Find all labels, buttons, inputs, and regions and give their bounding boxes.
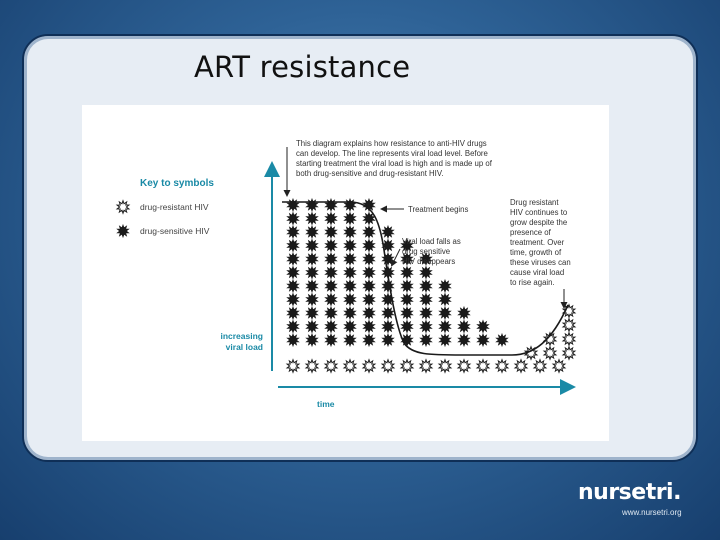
rise-note-line: HIV continues to <box>510 208 568 217</box>
drug-sensitive-virus <box>306 266 318 278</box>
drug-sensitive-virus <box>306 199 318 211</box>
rise-note-line: treatment. Over <box>510 238 565 247</box>
drug-resistant-virus <box>420 360 432 372</box>
drug-sensitive-virus <box>306 280 318 292</box>
rise-note-line: time, growth of <box>510 248 562 257</box>
drug-sensitive-virus <box>363 226 375 238</box>
drug-resistant-virus <box>496 360 508 372</box>
drug-resistant-virus <box>439 360 451 372</box>
drug-sensitive-virus <box>382 253 394 265</box>
drug-sensitive-virus <box>363 334 375 346</box>
diagram-canvas <box>82 105 609 441</box>
fall-note-line: HIV disappears <box>402 257 456 266</box>
drug-sensitive-virus <box>344 226 356 238</box>
drug-resistant-virus <box>553 360 565 372</box>
treatment-annotation <box>382 205 468 214</box>
drug-sensitive-virus <box>287 239 299 251</box>
intro-text <box>296 139 493 178</box>
rise-note-line: cause viral load <box>510 268 565 277</box>
brand-url: www.nursetri.org <box>622 508 682 517</box>
drug-resistant-virus <box>477 360 489 372</box>
drug-sensitive-virus <box>439 334 451 346</box>
drug-sensitive-virus <box>382 226 394 238</box>
drug-sensitive-virus <box>306 239 318 251</box>
y-axis-label: viral load <box>225 342 263 352</box>
drug-sensitive-virus <box>325 266 337 278</box>
drug-sensitive-virus <box>401 307 413 319</box>
drug-sensitive-virus <box>420 307 432 319</box>
nursetri-logo: nursetri. <box>578 480 681 505</box>
drug-sensitive-icon <box>117 225 129 237</box>
drug-sensitive-virus <box>287 320 299 332</box>
rise-note-line: presence of <box>510 228 551 237</box>
drug-sensitive-virus <box>363 266 375 278</box>
key-title: Key to symbols <box>140 178 214 189</box>
rise-annotation <box>510 198 571 307</box>
drug-sensitive-virus <box>458 334 470 346</box>
drug-sensitive-virus <box>306 226 318 238</box>
intro-line: starting treatment the viral load is high and is made up of <box>296 159 492 168</box>
drug-sensitive-virus <box>287 253 299 265</box>
drug-sensitive-virus <box>344 239 356 251</box>
drug-sensitive-virus <box>287 280 299 292</box>
drug-sensitive-virus <box>325 293 337 305</box>
drug-sensitive-virus <box>458 320 470 332</box>
drug-resistant-virus <box>458 360 470 372</box>
drug-sensitive-virus <box>306 334 318 346</box>
intro-line: both drug-sensitive and drug-resistant HIV. <box>296 169 444 178</box>
drug-sensitive-virus <box>344 334 356 346</box>
rise-note-line: grow despite the <box>510 218 568 227</box>
drug-sensitive-virus <box>287 334 299 346</box>
drug-resistant-virus <box>344 360 356 372</box>
diagram-figure <box>82 105 609 441</box>
drug-sensitive-virus <box>306 320 318 332</box>
drug-sensitive-virus <box>363 280 375 292</box>
drug-sensitive-icon <box>117 225 129 237</box>
slide-title: ART resistance <box>194 50 411 84</box>
drug-resistant-virus <box>287 360 299 372</box>
rise-note-line: to rise again. <box>510 278 555 287</box>
drug-sensitive-virus <box>401 280 413 292</box>
drug-sensitive-virus <box>287 226 299 238</box>
drug-sensitive-virus <box>382 320 394 332</box>
drug-sensitive-virus <box>287 199 299 211</box>
rise-note-line: these viruses can <box>510 258 571 267</box>
drug-sensitive-virus <box>420 334 432 346</box>
drug-sensitive-virus <box>382 307 394 319</box>
drug-sensitive-virus <box>287 212 299 224</box>
drug-resistant-virus <box>563 347 575 359</box>
drug-sensitive-virus <box>363 293 375 305</box>
drug-resistant-virus <box>544 347 556 359</box>
symbol-key <box>117 178 214 237</box>
drug-sensitive-virus <box>439 320 451 332</box>
drug-sensitive-virus <box>420 320 432 332</box>
drug-resistant-virus <box>563 319 575 331</box>
drug-sensitive-virus <box>344 212 356 224</box>
drug-sensitive-virus <box>439 293 451 305</box>
drug-resistant-virus <box>515 360 527 372</box>
drug-sensitive-virus <box>439 280 451 292</box>
treatment-note: Treatment begins <box>408 205 469 214</box>
drug-sensitive-virus <box>306 293 318 305</box>
drug-resistant-virus <box>363 360 375 372</box>
drug-sensitive-virus <box>325 253 337 265</box>
drug-sensitive-virus <box>363 307 375 319</box>
drug-resistant-virus <box>306 360 318 372</box>
drug-sensitive-virus <box>382 280 394 292</box>
drug-sensitive-virus <box>344 199 356 211</box>
drug-sensitive-virus <box>344 320 356 332</box>
drug-sensitive-virus <box>306 307 318 319</box>
drug-sensitive-virus <box>287 266 299 278</box>
drug-resistant-virus <box>563 333 575 345</box>
intro-line: can develop. The line represents viral load level. Before <box>296 149 488 158</box>
drug-sensitive-virus <box>477 320 489 332</box>
drug-sensitive-virus <box>306 253 318 265</box>
drug-resistant-virus <box>325 360 337 372</box>
drug-sensitive-virus <box>401 293 413 305</box>
drug-sensitive-virus <box>439 307 451 319</box>
drug-sensitive-virus <box>325 239 337 251</box>
drug-sensitive-virus <box>420 266 432 278</box>
drug-sensitive-virus <box>287 307 299 319</box>
drug-sensitive-virus <box>325 212 337 224</box>
drug-sensitive-virus <box>287 293 299 305</box>
drug-sensitive-virus <box>401 266 413 278</box>
drug-resistant-virus <box>534 360 546 372</box>
drug-sensitive-virus <box>401 320 413 332</box>
drug-sensitive-virus <box>477 334 489 346</box>
drug-resistant-virus <box>382 360 394 372</box>
drug-sensitive-virus <box>344 293 356 305</box>
drug-sensitive-virus <box>458 307 470 319</box>
x-axis-label: time <box>317 399 335 409</box>
drug-sensitive-virus <box>496 334 508 346</box>
key-resistant-label: drug-resistant HIV <box>140 202 209 212</box>
drug-sensitive-virus <box>325 199 337 211</box>
drug-sensitive-virus <box>344 307 356 319</box>
intro-line: This diagram explains how resistance to anti-HIV drugs <box>296 139 487 148</box>
drug-sensitive-virus <box>420 293 432 305</box>
drug-resistant-icon <box>117 201 129 213</box>
drug-sensitive-virus <box>325 226 337 238</box>
fall-annotation <box>392 237 461 266</box>
drug-resistant-icon <box>117 201 129 213</box>
key-sensitive-label: drug-sensitive HIV <box>140 226 210 236</box>
drug-sensitive-virus <box>306 212 318 224</box>
drug-sensitive-virus <box>344 280 356 292</box>
drug-sensitive-virus <box>382 334 394 346</box>
rise-note-line: Drug resistant <box>510 198 559 207</box>
drug-sensitive-virus <box>344 266 356 278</box>
drug-sensitive-virus <box>363 253 375 265</box>
drug-sensitive-virus <box>325 280 337 292</box>
drug-sensitive-virus <box>344 253 356 265</box>
drug-sensitive-virus <box>325 320 337 332</box>
drug-sensitive-virus <box>325 334 337 346</box>
drug-resistant-virus <box>401 360 413 372</box>
drug-sensitive-virus <box>363 320 375 332</box>
drug-sensitive-virus <box>363 239 375 251</box>
drug-sensitive-virus <box>325 307 337 319</box>
y-axis-label: increasing <box>220 331 263 341</box>
fall-note-line: drug sensitive <box>402 247 451 256</box>
drug-sensitive-virus <box>420 280 432 292</box>
fall-note-line: Viral load falls as <box>402 237 461 246</box>
